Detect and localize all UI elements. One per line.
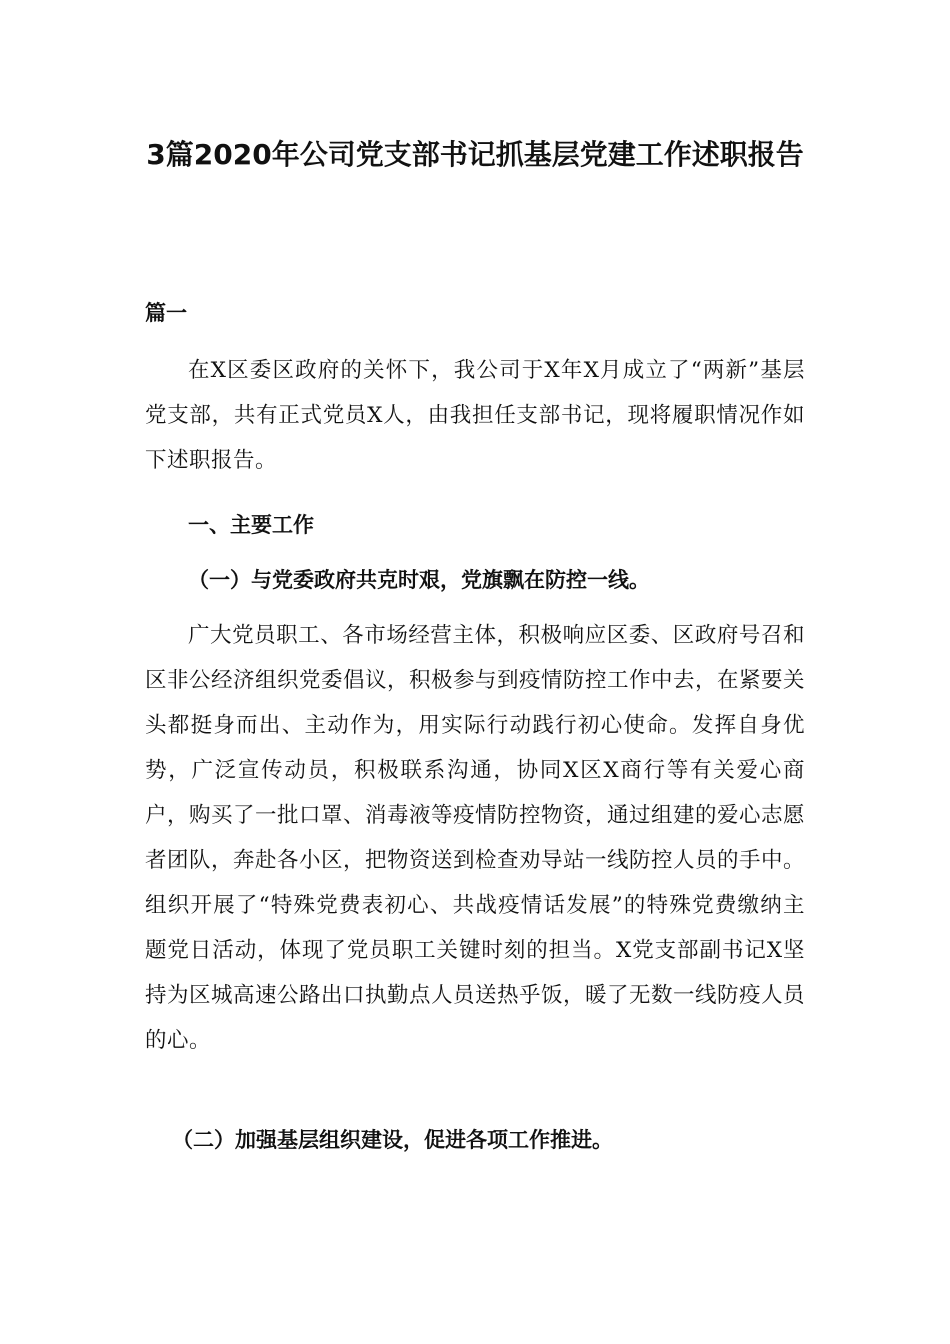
intro-paragraph: 在X区委区政府的关怀下，我公司于X年X月成立了“两新”基层党支部，共有正式党员X人，由我担任支部书记，现将履职情况作如下述职报告。 <box>145 358 805 473</box>
paragraph-1-block <box>145 613 805 1063</box>
document-title: 3篇2020年公司党支部书记抓基层党建工作述职报告 <box>146 138 804 171</box>
intro-paragraph-block <box>145 348 805 483</box>
section-label: 篇一 <box>145 301 187 325</box>
section-heading: 一、主要工作 <box>188 513 314 537</box>
subheading-2: （二）加强基层组织建设，促进各项工作推进。 <box>172 1128 613 1152</box>
paragraph-1: 广大党员职工、各市场经营主体，积极响应区委、区政府号召和区非公经济组织党委倡议，积极参与到疫情防控工作中去，在紧要关头都挺身而出、主动作为，用实际行动践行初心使命。发挥自身优势，广泛宣传动员，积极联系沟通，协同X区X商行等有关爱心商户，购买了一批口罩、消毒液等疫情防控物资，通过组建的爱心志愿者团队，奔赴各小区，把物资送到检查劝导站一线防控人员的手中。组织开展了“特殊党费表初心、共战疫情话发展”的特殊党费缴纳主题党日活动，体现了党员职工关键时刻的担当。X党支部副书记X坚持为区城高速公路出口执勤点人员送热乎饭，暖了无数一线防疫人员的心。 <box>145 623 806 1053</box>
subheading-1: （一）与党委政府共克时艰，党旗飘在防控一线。 <box>188 568 650 592</box>
